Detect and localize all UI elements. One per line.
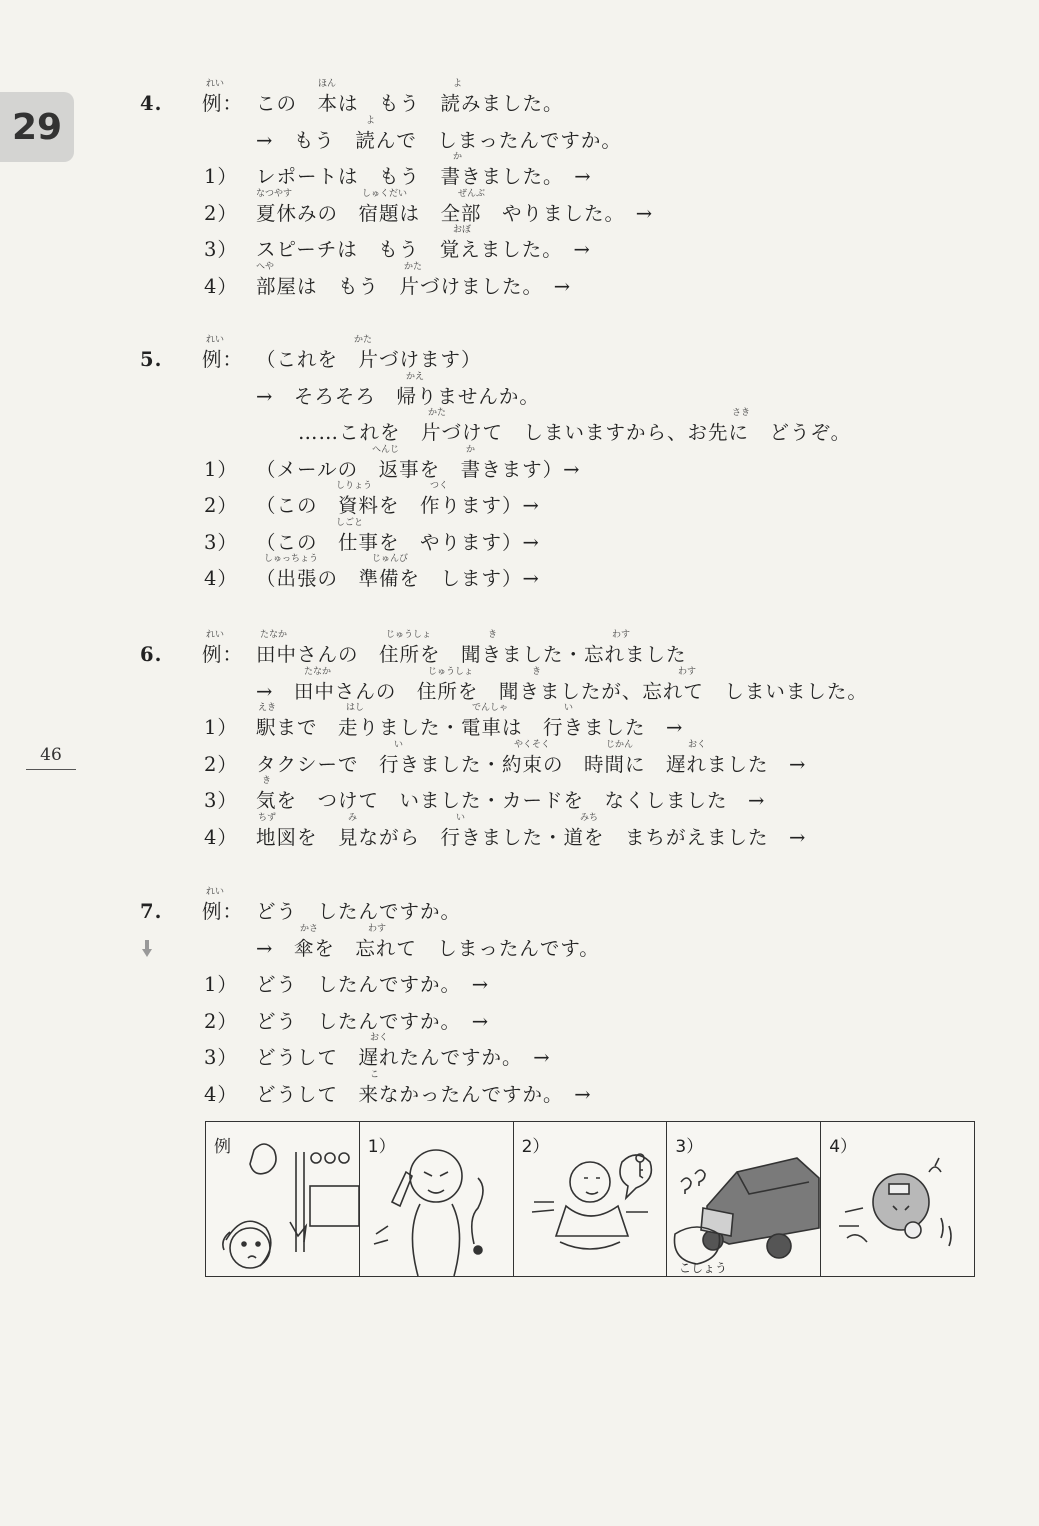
item-number: 4） <box>204 567 238 590</box>
furigana: なつやす <box>256 188 293 199</box>
item-number: 3） <box>204 789 238 812</box>
furigana: か <box>466 444 476 455</box>
furigana: えき <box>258 703 277 713</box>
furigana: おく <box>688 739 707 750</box>
furigana: き <box>532 666 542 677</box>
page-number: 46 <box>26 745 76 770</box>
furigana: へんじ <box>372 444 400 455</box>
item-text: どう したんですか。 → <box>256 973 490 996</box>
example-answer: → もう 読んで しまったんですか。 <box>256 128 622 152</box>
furigana: はし <box>346 703 365 713</box>
item-text: 駅まで 走りました・電車は 行きました → <box>256 716 684 739</box>
furigana: かた <box>428 408 447 418</box>
furigana: れい <box>206 79 225 89</box>
item-text: （この 仕事を やります）→ <box>256 530 540 554</box>
item-text: どうして 来なかったんですか。 → <box>256 1082 592 1106</box>
example-answer: → 傘を 忘れて しまったんです。 <box>256 936 600 960</box>
furigana: つく <box>430 481 449 491</box>
exercise-number: 7. <box>140 900 163 923</box>
item-text: 地図を 見ながら 行きました・道を まちがえました → <box>256 825 807 849</box>
furigana: しりょう <box>336 481 373 491</box>
picture-panel-3 <box>667 1122 821 1276</box>
example-label: 例： <box>202 348 244 371</box>
item-text: 夏休みの 宿題は 全部 やりました。 → <box>256 201 654 225</box>
example-question: 田中さんの 住所を 聞きました・忘れました <box>256 643 687 666</box>
item-text: どうして 遅れたんですか。 → <box>256 1046 551 1069</box>
furigana: よ <box>366 115 376 126</box>
furigana: たなか <box>260 630 288 640</box>
furigana: れい <box>206 887 225 897</box>
furigana: い <box>456 812 466 823</box>
furigana: みち <box>580 812 599 823</box>
furigana: おぼ <box>453 225 472 235</box>
furigana: き <box>262 776 272 786</box>
furigana: ちず <box>258 812 277 823</box>
item-text: タクシーで 行きました・約束の 時間に 遅れました → <box>256 752 807 776</box>
furigana: へや <box>256 261 275 272</box>
item-number: 1） <box>204 973 238 996</box>
picture-strip <box>205 1121 975 1277</box>
picture-label: 2） <box>521 1137 550 1157</box>
item-text: スピーチは もう 覚えました。 → <box>256 238 591 261</box>
example-answer: → そろそろ 帰りませんか。 <box>256 384 540 408</box>
furigana: じゅうしょ <box>428 666 474 677</box>
picture-label: 3） <box>675 1137 704 1157</box>
car-caption: こしょう <box>679 1261 728 1275</box>
item-number: 2） <box>204 752 238 776</box>
example-label: 例： <box>202 92 244 115</box>
furigana: き <box>488 630 498 640</box>
furigana: よ <box>453 79 463 89</box>
picture-label: 1） <box>367 1137 396 1157</box>
furigana: こ <box>370 1069 380 1080</box>
item-number: 3） <box>204 1046 238 1069</box>
item-text: レポートは もう 書きました。 → <box>256 165 592 188</box>
example-question: この 本は もう 読みました。 <box>256 92 564 115</box>
item-text: （メールの 返事を 書きます）→ <box>256 457 581 481</box>
item-number: 4） <box>204 1082 238 1106</box>
item-number: 2） <box>204 494 238 517</box>
item-number: 2） <box>204 1009 238 1033</box>
furigana: れい <box>206 630 225 640</box>
furigana: しゅっちょう <box>264 554 319 564</box>
furigana: い <box>564 703 574 713</box>
item-text: （この 資料を 作ります）→ <box>256 494 540 517</box>
item-number: 2） <box>204 201 238 225</box>
item-text: 部屋は もう 片づけました。 → <box>256 274 572 298</box>
exercise-number: 6. <box>140 643 163 666</box>
picture-label: 例 <box>214 1137 231 1157</box>
exercise-number: 5. <box>140 348 163 371</box>
furigana: れい <box>206 335 225 345</box>
furigana: さき <box>732 408 751 418</box>
furigana: み <box>348 812 358 823</box>
furigana: かた <box>404 261 423 272</box>
example-question: （これを 片づけます） <box>256 348 482 371</box>
furigana: い <box>394 739 404 750</box>
furigana: やくそく <box>514 739 551 750</box>
furigana: かえ <box>406 371 425 382</box>
item-text: （出張の 準備を します）→ <box>256 567 540 590</box>
furigana: おく <box>370 1033 389 1043</box>
furigana: たなか <box>304 666 332 677</box>
picture-panel-1 <box>360 1122 514 1276</box>
item-number: 1） <box>204 457 238 481</box>
furigana: わす <box>368 923 387 934</box>
item-text: どう したんですか。 → <box>256 1009 490 1033</box>
furigana: かさ <box>300 923 319 934</box>
example-label: 例： <box>202 643 244 666</box>
example-answer: → 田中さんの 住所を 聞きましたが、忘れて しまいました。 <box>256 679 868 703</box>
audio-arrow-icon <box>142 940 152 958</box>
furigana: じかん <box>606 739 634 750</box>
item-number: 1） <box>204 716 238 739</box>
exercise-number: 4. <box>140 92 163 115</box>
picture-label: 4） <box>829 1137 858 1157</box>
furigana: かた <box>354 335 373 345</box>
furigana: わす <box>678 666 697 677</box>
picture-panel-example <box>206 1122 360 1276</box>
furigana: しゅくだい <box>362 188 408 199</box>
example-label: 例： <box>202 900 244 923</box>
furigana: わす <box>612 630 631 640</box>
item-number: 3） <box>204 238 238 261</box>
item-number: 4） <box>204 825 238 849</box>
example-question: どう したんですか。 <box>256 900 462 923</box>
picture-panel-4 <box>821 1122 974 1276</box>
picture-panel-2 <box>514 1122 668 1276</box>
furigana: でんしゃ <box>472 703 509 713</box>
example-reply: ……これを 片づけて しまいますから、お先に どうぞ。 <box>298 421 852 444</box>
item-number: 3） <box>204 530 238 554</box>
item-number: 4） <box>204 274 238 298</box>
item-text: 気を つけて いました・カードを なくしました → <box>256 789 766 812</box>
furigana: か <box>453 152 463 162</box>
item-number: 1） <box>204 165 238 188</box>
furigana: じゅんび <box>372 554 409 564</box>
furigana: じゅうしょ <box>386 630 432 640</box>
furigana: しごと <box>336 517 364 528</box>
furigana: ほん <box>318 79 337 89</box>
furigana: ぜんぶ <box>458 188 486 199</box>
chapter-tab: 29 <box>0 92 74 162</box>
